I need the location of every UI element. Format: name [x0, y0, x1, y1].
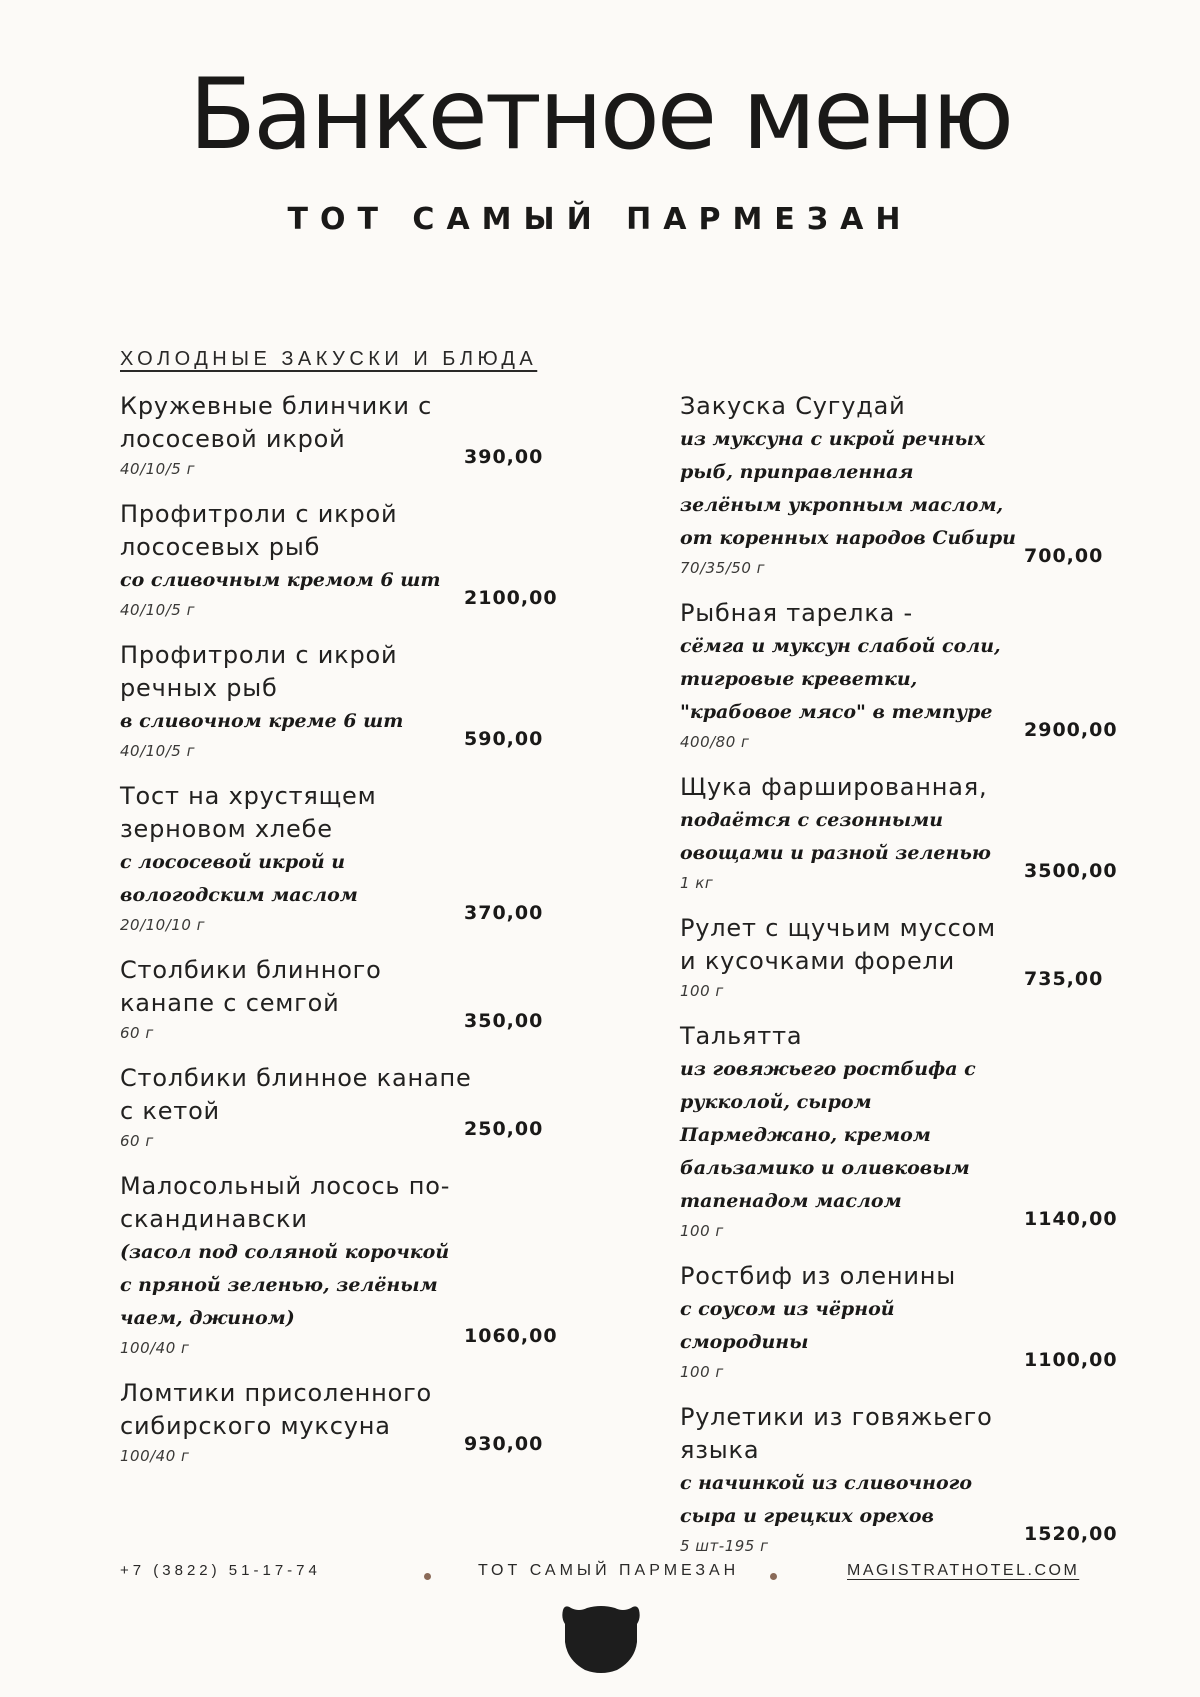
menu-item — [680, 1020, 1120, 1242]
bear-head-icon — [561, 1602, 641, 1674]
item-description: подаётся с сезонными овощами и разной зеленью — [680, 809, 991, 864]
footer-brand: ТОТ САМЫЙ ПАРМЕЗАН — [478, 1562, 740, 1579]
website-link[interactable]: MAGISTRATHOTEL.COM — [847, 1562, 1080, 1579]
item-weight: 20/10/10 г — [120, 916, 206, 934]
item-name: Профитроли с икрой лососевых рыб — [120, 500, 398, 561]
item-weight: 60 г — [120, 1132, 154, 1150]
item-weight: 40/10/5 г — [120, 742, 195, 760]
item-weight: 1 кг — [680, 874, 714, 892]
item-weight: 60 г — [120, 1024, 154, 1042]
separator-dot-icon — [770, 1573, 777, 1580]
item-name: Столбики блинное канапе с кетой — [120, 1064, 472, 1125]
item-weight: 100/40 г — [120, 1339, 190, 1357]
item-name: Тост на хрустящем зерновом хлебе — [120, 782, 377, 843]
item-description: с соусом из чёрной смородины — [680, 1298, 895, 1353]
item-description: с начинкой из сливочного сыра и грецких орехов — [680, 1472, 973, 1527]
menu-item — [680, 1260, 1120, 1383]
restaurant-name: ТОТ САМЫЙ ПАРМЕЗАН — [287, 202, 913, 237]
menu-item — [680, 771, 1120, 894]
item-price: 2100,00 — [464, 587, 558, 609]
item-weight: 70/35/50 г — [680, 559, 766, 577]
menu-item — [680, 390, 1120, 579]
item-price: 1100,00 — [1024, 1349, 1118, 1371]
item-price: 700,00 — [1024, 545, 1104, 567]
right-menu-column — [680, 390, 1120, 1575]
item-description: (засол под соляной корочкой с пряной зеленью, зелёным чаем, джином) — [120, 1241, 450, 1329]
menu-item — [120, 1062, 560, 1152]
item-weight: 100 г — [680, 1363, 724, 1381]
item-description: в сливочном креме 6 шт — [120, 710, 404, 732]
item-description: со сливочным кремом 6 шт — [120, 569, 441, 591]
menu-item — [120, 1377, 560, 1467]
phone-number[interactable]: +7 (3822) 51-17-74 — [120, 1562, 321, 1579]
item-name: Ломтики присоленного сибирского муксуна — [120, 1379, 433, 1440]
item-price: 1140,00 — [1024, 1208, 1118, 1230]
item-price: 370,00 — [464, 902, 544, 924]
left-menu-column — [120, 390, 560, 1485]
item-weight: 100/40 г — [120, 1447, 190, 1465]
item-price: 930,00 — [464, 1433, 544, 1455]
menu-item — [120, 390, 560, 480]
menu-item — [680, 1401, 1120, 1557]
item-name: Закуска Сугудай — [680, 392, 906, 420]
menu-item — [680, 597, 1120, 753]
item-price: 590,00 — [464, 728, 544, 750]
item-price: 735,00 — [1024, 968, 1104, 990]
item-name: Рыбная тарелка - — [680, 599, 914, 627]
menu-item — [680, 912, 1120, 1002]
section-title: ХОЛОДНЫЕ ЗАКУСКИ И БЛЮДА — [120, 348, 538, 370]
item-weight: 40/10/5 г — [120, 460, 195, 478]
item-name: Профитроли с икрой речных рыб — [120, 641, 398, 702]
footer — [0, 1562, 1200, 1592]
menu-item — [120, 639, 560, 762]
separator-dot-icon — [424, 1573, 431, 1580]
item-name: Щука фаршированная, — [680, 773, 988, 801]
item-description: из муксуна с икрой речных рыб, приправленная зелёным укропным маслом, от коренных народов Сибири — [680, 428, 1016, 549]
item-weight: 100 г — [680, 982, 724, 1000]
menu-item — [120, 498, 560, 621]
item-name: Столбики блинного канапе с семгой — [120, 956, 382, 1017]
item-name: Ростбиф из оленины — [680, 1262, 956, 1290]
item-name: Малосольный лосось по-скандинавски — [120, 1172, 451, 1233]
item-description: с лососевой икрой и вологодским маслом — [120, 851, 358, 906]
item-weight: 100 г — [680, 1222, 724, 1240]
item-weight: 400/80 г — [680, 733, 750, 751]
menu-item — [120, 954, 560, 1044]
menu-title: Банкетное меню — [188, 58, 1012, 172]
menu-item — [120, 1170, 560, 1359]
item-price: 2900,00 — [1024, 719, 1118, 741]
item-weight: 40/10/5 г — [120, 601, 195, 619]
item-price: 250,00 — [464, 1118, 544, 1140]
item-price: 3500,00 — [1024, 860, 1118, 882]
item-name: Кружевные блинчики с лососевой икрой — [120, 392, 433, 453]
item-description: сёмга и муксун слабой соли, тигровые креветки, "крабовое мясо" в темпуре — [680, 635, 1001, 723]
item-price: 390,00 — [464, 446, 544, 468]
item-weight: 5 шт-195 г — [680, 1537, 769, 1555]
item-name: Тальятта — [680, 1022, 803, 1050]
menu-item — [120, 780, 560, 936]
item-price: 350,00 — [464, 1010, 544, 1032]
item-price: 1520,00 — [1024, 1523, 1118, 1545]
item-name: Рулетики из говяжьего языка — [680, 1403, 993, 1464]
item-price: 1060,00 — [464, 1325, 558, 1347]
item-name: Рулет с щучьим муссом и кусочками форели — [680, 914, 996, 975]
item-description: из говяжьего ростбифа с рукколой, сыром Пармеджано, кремом бальзамико и оливковым тапенадом маслом — [680, 1058, 976, 1212]
